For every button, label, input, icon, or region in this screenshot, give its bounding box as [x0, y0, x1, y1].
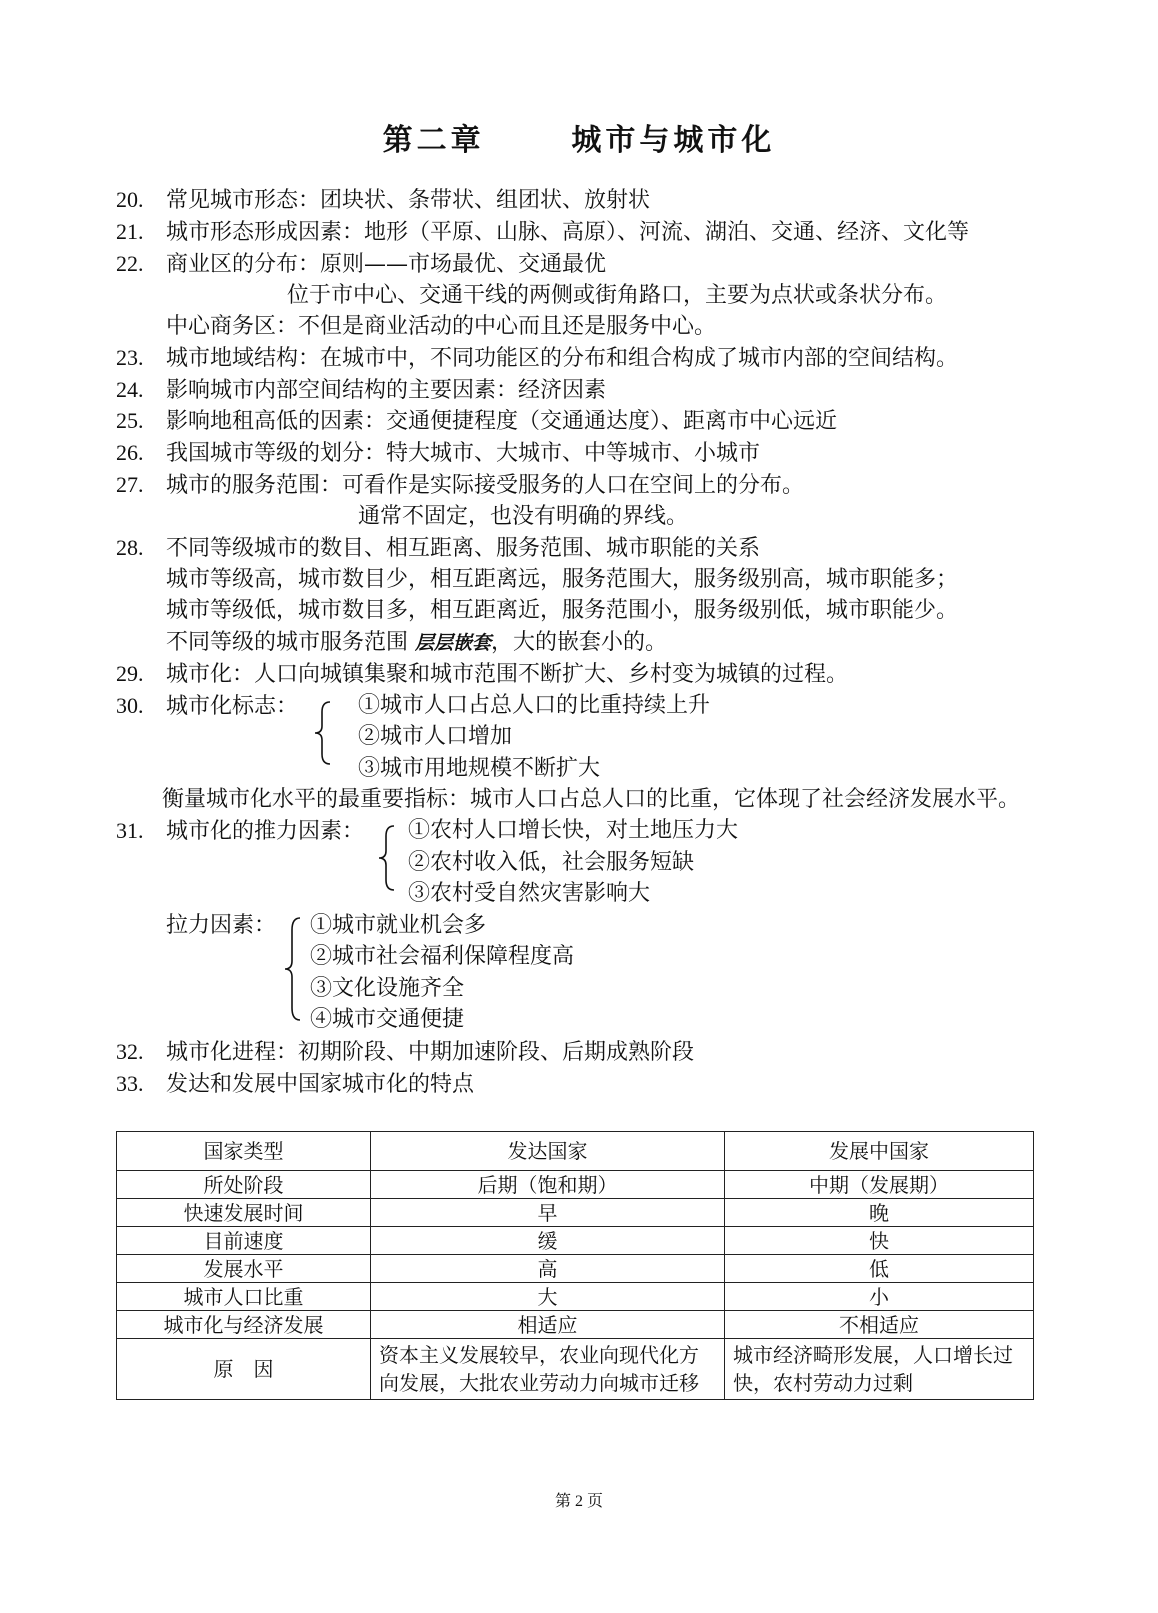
page-number: 第 2 页	[554, 1493, 603, 1510]
table-cell: 相适应	[371, 1311, 725, 1339]
table-cell: 不相适应	[725, 1311, 1034, 1339]
item-text: 城市的服务范围：可看作是实际接受服务的人口在空间上的分布。	[166, 473, 805, 498]
table-row	[117, 1339, 1034, 1400]
item-20	[116, 186, 650, 215]
item-24	[116, 376, 606, 405]
item-32	[116, 1038, 694, 1067]
item-number: 23.	[116, 345, 144, 370]
item-33	[116, 1070, 474, 1099]
item-28	[116, 534, 760, 563]
item-28-line2: 城市等级高，城市数目少，相互距离远，服务范围大，服务级别高，城市职能多；	[166, 567, 959, 592]
item-text: 不同等级城市的数目、相互距离、服务范围、城市职能的关系	[166, 536, 761, 561]
item-text: 发达和发展中国家城市化的特点	[166, 1072, 475, 1097]
urbanization-mark-1: ①城市人口占总人口的比重持续上升	[358, 693, 711, 718]
item-22-line3: 中心商务区：不但是商业活动的中心而且还是服务中心。	[166, 314, 717, 339]
table-row	[117, 1199, 1034, 1227]
item-28-line3: 城市等级低，城市数目多，相互距离近，服务范围小，服务级别低，城市职能少。	[166, 598, 959, 623]
item-text: 影响地租高低的因素：交通便捷程度（交通通达度）、距离市中心远近	[166, 409, 838, 434]
urbanization-comparison-table	[116, 1131, 1034, 1400]
item-number: 31.	[116, 818, 144, 843]
item-label: 城市化的推力因素：	[166, 819, 365, 844]
item-number: 20.	[116, 187, 144, 212]
item-number: 25.	[116, 408, 144, 433]
item-27-line2: 通常不固定，也没有明确的界线。	[358, 504, 689, 529]
table-cell: 城市经济畸形发展，人口增长过快，农村劳动力过剩	[725, 1339, 1034, 1400]
urbanization-index-note: 衡量城市化水平的最重要指标：城市人口占总人口的比重，它体现了社会经济发展水平。	[162, 787, 1021, 812]
item-25	[116, 407, 837, 436]
item-number: 26.	[116, 440, 144, 465]
item-text: 城市化进程：初期阶段、中期加速阶段、后期成熟阶段	[166, 1040, 695, 1065]
item-number: 21.	[116, 219, 144, 244]
table-cell: 大	[371, 1283, 725, 1311]
pull-factor-4: ④城市交通便捷	[310, 1007, 465, 1032]
push-factor-1: ①农村人口增长快，对土地压力大	[408, 818, 739, 843]
item-number: 27.	[116, 472, 144, 497]
table-row	[117, 1227, 1034, 1255]
table-cell: 目前速度	[117, 1227, 371, 1255]
item-28-line4	[166, 629, 667, 657]
table-cell: 小	[725, 1283, 1034, 1311]
item-text: 影响城市内部空间结构的主要因素：经济因素	[166, 378, 607, 403]
table-header-cell: 国家类型	[117, 1132, 371, 1171]
table-cell: 所处阶段	[117, 1171, 371, 1199]
item-label: 城市化标志：	[166, 694, 299, 719]
item-30	[116, 692, 298, 721]
table-cell: 后期（饱和期）	[371, 1171, 725, 1199]
item-number: 33.	[116, 1071, 144, 1096]
table-cell: 城市化与经济发展	[117, 1311, 371, 1339]
highlight-phrase: 层层嵌套	[415, 632, 492, 654]
chapter-title: 第二章 城市与城市化	[382, 123, 776, 158]
item-29	[116, 660, 848, 689]
item-number: 32.	[116, 1039, 144, 1064]
item-text: 城市形态形成因素：地形（平原、山脉、高原）、河流、湖泊、交通、经济、文化等	[166, 220, 970, 245]
table-header-row	[117, 1132, 1034, 1171]
table-cell: 中期（发展期）	[725, 1171, 1034, 1199]
item-text: 我国城市等级的划分：特大城市、大城市、中等城市、小城市	[166, 441, 761, 466]
push-factor-2: ②农村收入低，社会服务短缺	[408, 850, 695, 875]
table-cell: 快速发展时间	[117, 1199, 371, 1227]
item-27	[116, 471, 804, 500]
urbanization-mark-3: ③城市用地规模不断扩大	[358, 756, 601, 781]
urbanization-mark-2: ②城市人口增加	[358, 724, 513, 749]
item-21	[116, 218, 969, 247]
line4-text-c: ，大的嵌套小的。	[491, 630, 668, 655]
item-text: 城市地域结构：在城市中，不同功能区的分布和组合构成了城市内部的空间结构。	[166, 346, 959, 371]
table-cell: 晚	[725, 1199, 1034, 1227]
pull-factor-2: ②城市社会福利保障程度高	[310, 944, 575, 969]
table-row	[117, 1311, 1034, 1339]
item-number: 29.	[116, 661, 144, 686]
push-factor-3: ③农村受自然灾害影响大	[408, 881, 651, 906]
item-31	[116, 817, 364, 846]
table-cell: 原 因	[117, 1339, 371, 1400]
table-row	[117, 1283, 1034, 1311]
table-cell: 早	[371, 1199, 725, 1227]
item-number: 28.	[116, 535, 144, 560]
pull-factor-label: 拉力因素：	[166, 913, 277, 938]
table-cell: 高	[371, 1255, 725, 1283]
line4-text-a: 不同等级的城市服务范围	[166, 630, 409, 655]
table-cell: 资本主义发展较早，农业向现代化方向发展，大批农业劳动力向城市迁移	[371, 1339, 725, 1400]
item-number: 30.	[116, 693, 144, 718]
item-text: 常见城市形态：团块状、条带状、组团状、放射状	[166, 188, 651, 213]
item-number: 22.	[116, 251, 144, 276]
left-brace-icon	[376, 824, 400, 892]
item-text: 城市化：人口向城镇集聚和城市范围不断扩大、乡村变为城镇的过程。	[166, 662, 849, 687]
item-text: 商业区的分布：原则——市场最优、交通最优	[166, 252, 607, 277]
table-row	[117, 1255, 1034, 1283]
left-brace-icon	[312, 700, 336, 766]
left-brace-icon	[282, 916, 306, 1022]
table-row	[117, 1171, 1034, 1199]
item-26	[116, 439, 760, 468]
table-header-cell: 发达国家	[371, 1132, 725, 1171]
item-23	[116, 344, 958, 373]
table-cell: 城市人口比重	[117, 1283, 371, 1311]
table-header-cell: 发展中国家	[725, 1132, 1034, 1171]
table-cell: 低	[725, 1255, 1034, 1283]
pull-factor-1: ①城市就业机会多	[310, 913, 487, 938]
table-cell: 发展水平	[117, 1255, 371, 1283]
pull-factor-3: ③文化设施齐全	[310, 976, 465, 1001]
table-cell: 快	[725, 1227, 1034, 1255]
item-22	[116, 250, 606, 279]
item-22-line2: 位于市中心、交通干线的两侧或街角路口，主要为点状或条状分布。	[287, 283, 948, 308]
table-cell: 缓	[371, 1227, 725, 1255]
item-number: 24.	[116, 377, 144, 402]
